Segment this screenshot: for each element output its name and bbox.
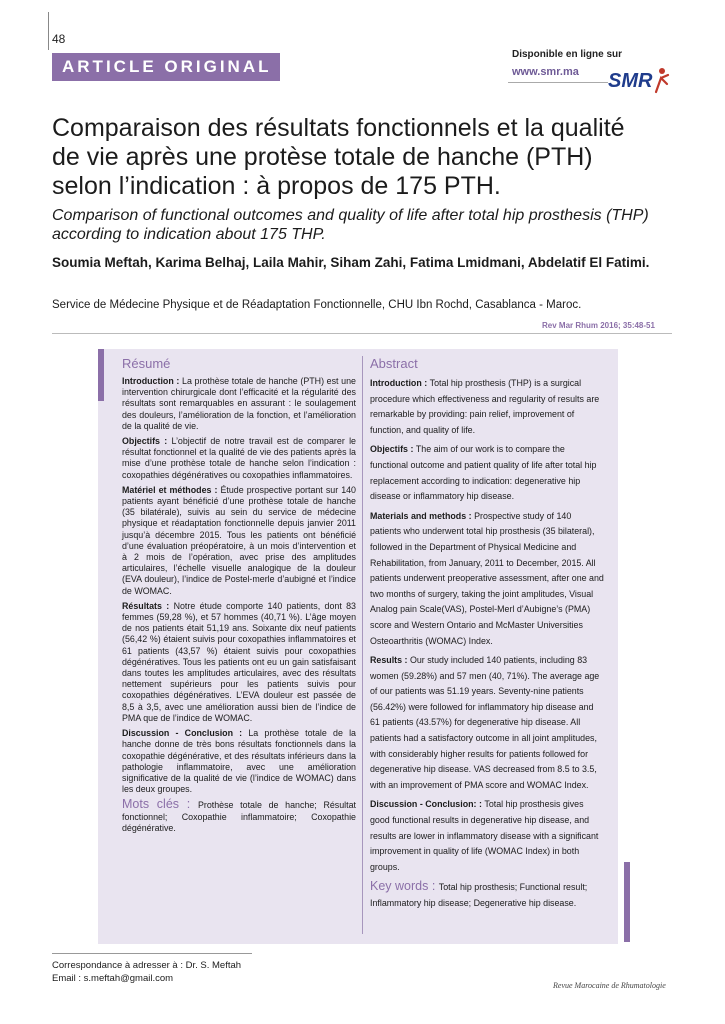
abstract-methods [370, 509, 604, 649]
resume-discussion [122, 728, 356, 795]
resume-methodes-label: Matériel et méthodes : [122, 484, 221, 495]
resume-resultats-label: Résultats : [122, 600, 174, 611]
abstract-results [370, 653, 604, 793]
resume-keywords-label: Mots clés : [122, 797, 198, 812]
article-title-fr: Comparaison des résultats fonctionnels et la qualité de vie après une protèse totale de hanche (PTH) selon l’indication : à propos de 175 PTH. [52, 114, 625, 200]
abstract-discussion-label: Discussion - Conclusion: : [370, 799, 485, 810]
smr-logo-text: SMR [608, 70, 653, 92]
resume-keywords-text: Prothèse totale de hanche; Résultat fonctionnel; Coxopathie inflammatoire; Coxopathie dégénérative. [122, 800, 357, 833]
footer-journal-name: Revue Marocaine de Rhumatologie [553, 981, 666, 990]
section-banner [52, 53, 280, 81]
abstract-intro-label: Introduction : [370, 378, 430, 388]
journal-reference: Rev Mar Rhum 2016; 35:48-51 [542, 321, 655, 330]
abstract-keywords-label: Key words : [370, 879, 439, 894]
resume-intro-label: Introduction : [122, 376, 183, 386]
logo-figure-icon [650, 66, 672, 94]
resume-column [122, 356, 356, 838]
abstract-box-accent-right [624, 862, 630, 942]
resume-objectifs-label: Objectifs : [122, 436, 172, 447]
resume-keywords [122, 799, 356, 834]
resume-resultats [122, 601, 356, 724]
abstract-objectifs-label: Objectifs : [370, 444, 416, 455]
available-online-label: Disponible en ligne sur [512, 49, 623, 60]
correspondence-line: Correspondance à adresser à : Dr. S. Meftah [52, 960, 242, 971]
header-divider [52, 333, 672, 334]
affiliation: Service de Médecine Physique et de Réadaptation Fonctionnelle, CHU Ibn Rochd, Casablanca - Maroc. [52, 299, 582, 311]
smr-logo [608, 66, 672, 94]
resume-methodes [122, 485, 356, 597]
page-number-rule [48, 12, 49, 50]
abstract-discussion-text: Total hip prosthesis gives good functional results in degenerative hip disease, and results are lower in inflammatory disease with a significant improvement in quality of life (WOMAC Index) in both groups. [370, 799, 599, 872]
abstract-heading: Abstract [370, 356, 418, 371]
page-number: 48 [52, 32, 66, 46]
resume-discussion-label: Discussion - Conclusion : [122, 728, 249, 739]
abstract-results-text: Our study included 140 patients, including 83 women (59.28%) and 57 men (40, 71%). The average age of our patients was 51.19 years. Seventy-nine patients (56.42%) were followed for inflammatory hip disease and 61 patients (43.57%) for degenerative hip disease. All patients had a satisfactory outcome in all joint amplitudes, with considerably higher results for patients followed for degenerative hip disease. VAS decreased from 8.5 to 3.5, with an improvement of PMA score and WOMAC Index. [370, 655, 600, 790]
abstract-column [370, 356, 604, 916]
abstract-keywords [370, 879, 604, 911]
abstract-introduction [370, 376, 604, 438]
abstract-objectifs [370, 442, 604, 504]
column-divider [362, 356, 363, 934]
resume-methodes-text: Étude prospective portant sur 140 patients ayant bénéficié d’une prothèse totale de hanche (35 bilatérale), suivis au sein du service de médecine physique et réadaptation fonctionnelle depuis janvier 2011 jusqu’à décembre 2015. Tous les patients ont bénéficié d’une évaluation préopératoire, à un mois d’intervention et à 2 mois de l’opération, avec prise des amplitudes articulaires, l’échelle visuelle analogique de la douleur (EVA douleur), l’indice de Postel-merle d’aubigné et l’indice de WOMAC. [122, 484, 356, 596]
abstract-methods-text: Prospective study of 140 patients who underwent total hip prosthesis (35 bilateral), followed in the Department of Physical Medicine and Rehabilitation, from January, 2011 to December, 2015. All patients underwent preoperative assessment, after one and two months of surgery, taking the joint amplitudes, Visual Analog pain Scale(VAS), Postel-Merl d’Aubigne’s (PMA) score and Western Ontario and McMaster Universities Osteoarthritis (WOMAC) Index. [370, 510, 604, 646]
article-title-en: Comparison of functional outcomes and quality of life after total hip prosthesis (THP) according to indication about 175 THP. [52, 207, 649, 243]
resume-discussion-text: La prothèse totale de la hanche donne de très bons résultats fonctionnels dans la coxopathie dégénérative, et des résultats inférieurs dans la pathologie inflammatoire, avec une amélioration significative de la qualité de vie (l’indice de WOMAC) dans les deux groupes. [122, 728, 356, 795]
abstract-methods-label: Materials and methods : [370, 510, 475, 521]
abstract-objectifs-text: The aim of our work is to compare the functional outcome and patient quality of life after total hip replacement according to indication: degenerative hip disease or inflammatory hip disease. [370, 444, 597, 502]
resume-heading: Résumé [122, 356, 171, 371]
abstract-intro-text: Total hip prosthesis (THP) is a surgical procedure which effectiveness and regularity of results are remarkable by providing: pain relief, improvement of function, and quality of life. [370, 378, 600, 435]
correspondence-block [52, 959, 241, 985]
authors: Soumia Meftah, Karima Belhaj, Laila Mahir, Siham Zahi, Fatima Lmidmani, Abdelatif El Fatimi. [52, 255, 650, 270]
section-label: ARTICLE ORIGINAL [62, 57, 272, 76]
abstract-keywords-text: Total hip prosthesis; Functional result; Inflammatory hip disease; Degenerative hip disease. [370, 882, 588, 908]
resume-objectifs [122, 436, 356, 481]
url-underline [508, 82, 608, 83]
resume-intro-text: La prothèse totale de hanche (PTH) est une intervention chirurgicale dont l’efficacité et la régularité des résultats sont remarquables en assurant : le soulagement des douleurs, l’amélioration de la fonction, et l’amélioration de la qualité de vie. [122, 376, 356, 431]
email-line[interactable]: Email : s.meftah@gmail.com [52, 973, 174, 984]
footer-divider [52, 953, 252, 954]
abstract-box-accent-left [98, 349, 104, 401]
resume-resultats-text: Notre étude comporte 140 patients, dont 83 femmes (59,28 %), et 57 hommes (40,71 %). L’âge moyen de nos patients était 51,19 ans. Soixante dix neuf patients (56,42 %) étaient suivis pour coxopathies inflammatoires et 61 patients (43,57 %) étaient suivis pour coxopathies dégénératives. Tous les patients ont eu un gain satisfaisant dans toutes les amplitudes articulaires, avec des résultats nettement supérieurs pour les patients suivis pour coxopathies dégénératives. L’EVA douleur est passée de 8,5 à 3,5, avec une amélioration aussi bien de l’indice de PMA que de l’indice de WOMAC. [122, 600, 356, 723]
resume-introduction [122, 376, 356, 432]
website-link[interactable]: www.smr.ma [512, 66, 579, 78]
abstract-discussion [370, 797, 604, 875]
abstract-results-label: Results : [370, 655, 410, 666]
resume-objectifs-text: L’objectif de notre travail est de comparer le résultat fonctionnel et la qualité de vie des patients après la mise d’une prothèse totale de hanche selon l’indication : coxopathies dégénératives ou coxopathies inflammatoires. [122, 436, 356, 480]
